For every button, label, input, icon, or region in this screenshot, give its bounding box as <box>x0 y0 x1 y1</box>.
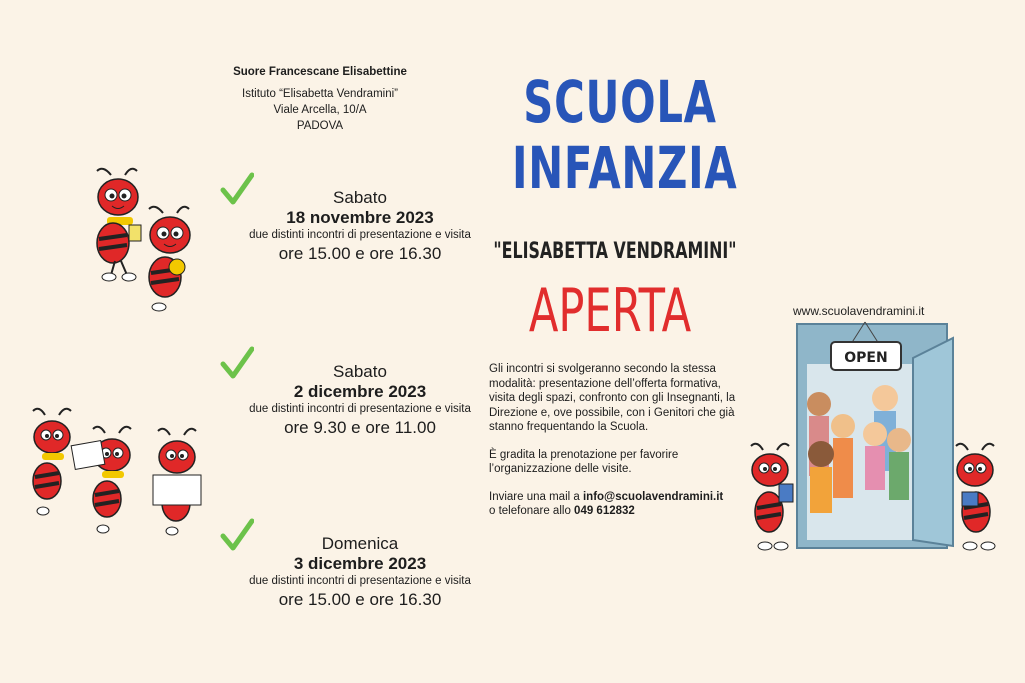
info-paragraph-1: Gli incontri si svolgeranno secondo la stessa modalità: presentazione dell’offerta formativa, visita degli spazi, confronto con gli Insegnanti, la Direzione e, ove possibile, con i Genitori che già stanno frequentando la Scuola. <box>489 363 736 433</box>
info-paragraph-2: È gradita la prenotazione per favorire l’organizzazione delle visite. <box>489 448 679 475</box>
ant-right-door <box>950 440 1010 555</box>
city: PADOVA <box>296 120 344 132</box>
title-line-1: SCUOLA <box>523 68 717 136</box>
event-times: ore 15.00 e ore 16.30 <box>278 590 442 609</box>
status-heading: APERTA <box>528 276 692 346</box>
ants-illustration-2 <box>25 405 215 545</box>
event-description: due distinti incontri di presentazione e visita <box>249 575 471 587</box>
event-date: 2 dicembre 2023 <box>293 382 427 401</box>
event-description: due distinti incontri di presentazione e visita <box>249 229 471 241</box>
event-date: 18 novembre 2023 <box>286 208 434 227</box>
event-day: Domenica <box>321 534 399 553</box>
contact-prefix: Inviare una mail a <box>489 490 583 503</box>
organization-name: Suore Francescane Elisabettine <box>233 66 407 78</box>
title-line-2: INFANZIA <box>512 134 738 202</box>
ant-icon <box>97 169 141 281</box>
info-contact <box>489 490 744 519</box>
event-day: Sabato <box>333 188 387 207</box>
email-address: info@scuolavendramini.it <box>582 490 724 503</box>
phone-number: 049 612832 <box>574 505 635 517</box>
event-day: Sabato <box>333 362 387 381</box>
ant-icon <box>149 207 190 311</box>
institute-name: Istituto “Elisabetta Vendramini” <box>242 88 398 100</box>
ants-illustration-1 <box>85 165 205 315</box>
event-times: ore 15.00 e ore 16.30 <box>278 244 442 263</box>
event-2 <box>200 362 520 439</box>
event-date: 3 dicembre 2023 <box>293 554 427 573</box>
event-3 <box>200 534 520 611</box>
ant-icon <box>33 409 71 515</box>
door-sign: OPEN <box>844 350 888 366</box>
phone-prefix: o telefonare allo <box>489 505 575 517</box>
school-name: "ELISABETTA VENDRAMINI" <box>493 239 737 264</box>
address: Viale Arcella, 10/A <box>273 104 367 116</box>
event-description: due distinti incontri di presentazione e visita <box>249 403 471 415</box>
ant-icon <box>956 444 995 550</box>
event-1 <box>200 188 520 265</box>
website-url: www.scuolavendramini.it <box>793 304 925 318</box>
ant-icon <box>751 444 793 550</box>
event-times: ore 9.30 e ore 11.00 <box>284 418 436 437</box>
ant-left-door <box>745 440 805 555</box>
info-text <box>489 362 744 519</box>
organization-block <box>205 64 435 134</box>
open-door-illustration <box>795 318 965 553</box>
